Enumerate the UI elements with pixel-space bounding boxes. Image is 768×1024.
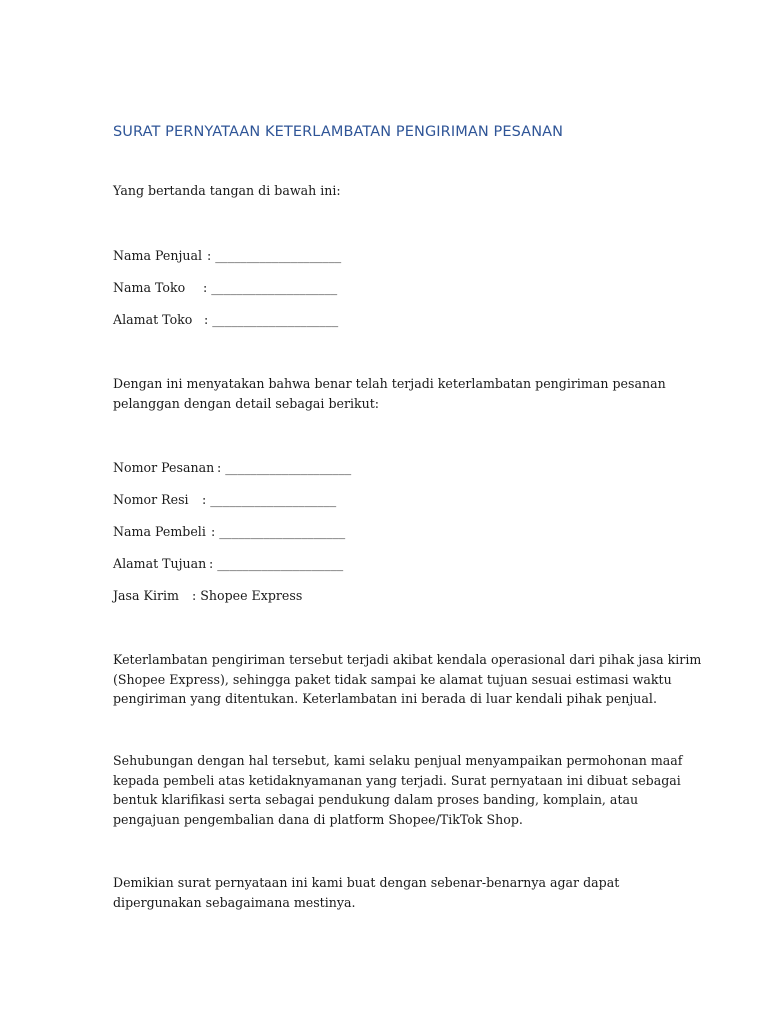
field-label: Alamat Tujuan — [113, 556, 207, 571]
statement-paragraph — [113, 374, 673, 413]
field-label: Jasa Kirim — [113, 588, 179, 603]
intro-text: Yang bertanda tangan di bawah ini: — [113, 183, 341, 198]
document-title: SURAT PERNYATAAN KETERLAMBATAN PENGIRIMAN PESANAN — [113, 124, 564, 140]
statement-line: pelanggan dengan detail sebagai berikut: — [113, 395, 380, 411]
field-jasa-kirim — [113, 586, 302, 606]
paragraph-line: pengiriman yang ditentukan. Keterlambatan ini berada di luar kendali pihak penjual. — [113, 691, 657, 706]
paragraph-line: Demikian surat pernyataan ini kami buat dengan sebenar-benarnya agar dapat — [113, 875, 620, 890]
paragraph-line: bentuk klarifikasi serta sebagai pendukung dalam proses banding, komplain, atau — [113, 792, 639, 807]
field-label: Alamat Toko — [113, 312, 193, 327]
field-nomor-resi — [113, 490, 336, 510]
reason-paragraph — [113, 650, 702, 709]
field-value: : ____________________ — [217, 460, 352, 475]
field-alamat-toko — [113, 310, 338, 330]
field-label: Nama Penjual — [113, 248, 203, 263]
statement-line: Dengan ini menyatakan bahwa benar telah terjadi keterlambatan pengiriman pesanan — [113, 376, 666, 391]
field-value: : ____________________ — [209, 556, 344, 571]
closing-paragraph — [113, 873, 673, 912]
paragraph-line: kepada pembeli atas ketidaknyamanan yang terjadi. Surat pernyataan ini dibuat sebagai — [113, 772, 681, 788]
paragraph-line: (Shopee Express), sehingga paket tidak sampai ke alamat tujuan sesuai estimasi waktu — [113, 671, 672, 687]
paragraph-line: Keterlambatan pengiriman tersebut terjadi akibat kendala operasional dari pihak jasa kirim — [113, 652, 702, 667]
apology-paragraph — [113, 751, 683, 829]
field-label: Nama Toko — [113, 280, 186, 295]
paragraph-line: Sehubungan dengan hal tersebut, kami selaku penjual menyampaikan permohonan maaf — [113, 753, 683, 768]
field-value: : ____________________ — [203, 280, 338, 295]
field-nomor-pesanan — [113, 458, 351, 478]
field-nama-pembeli — [113, 522, 345, 542]
field-value: : ____________________ — [202, 492, 337, 507]
field-label: Nomor Resi — [113, 492, 189, 507]
field-value: : ____________________ — [207, 248, 342, 263]
field-nama-penjual — [113, 246, 341, 266]
field-label: Nama Pembeli — [113, 524, 206, 539]
field-value: : ____________________ — [204, 312, 339, 327]
field-value: : Shopee Express — [192, 588, 303, 603]
field-nama-toko — [113, 278, 337, 298]
paragraph-line: dipergunakan sebagaimana mestinya. — [113, 894, 356, 910]
paragraph-line: pengajuan pengembalian dana di platform Shopee/TikTok Shop. — [113, 811, 523, 827]
field-label: Nomor Pesanan — [113, 460, 215, 475]
field-alamat-tujuan — [113, 554, 343, 574]
field-value: : ____________________ — [211, 524, 346, 539]
